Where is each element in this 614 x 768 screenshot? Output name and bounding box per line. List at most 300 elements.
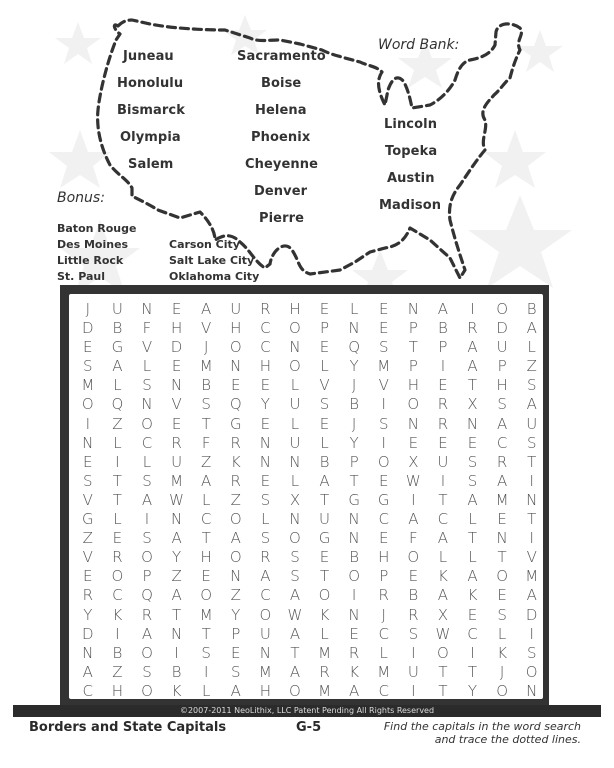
grid-cell[interactable]: I <box>115 624 120 643</box>
grid-cell[interactable]: N <box>289 510 301 529</box>
grid-cell[interactable]: U <box>319 510 331 529</box>
grid-cell[interactable]: Y <box>349 433 359 452</box>
grid-cell[interactable]: R <box>348 643 360 662</box>
grid-cell[interactable]: E <box>231 376 241 395</box>
grid-cell[interactable]: F <box>142 319 152 338</box>
grid-cell[interactable]: S <box>497 605 507 624</box>
grid-cell[interactable]: N <box>289 338 301 357</box>
grid-cell[interactable]: L <box>142 357 152 376</box>
grid-cell[interactable]: O <box>496 681 509 700</box>
grid-cell[interactable]: Z <box>230 586 241 605</box>
grid-cell[interactable]: M <box>318 681 332 700</box>
grid-cell[interactable]: V <box>319 376 330 395</box>
grid-cell[interactable]: A <box>526 395 537 414</box>
grid-cell[interactable]: A <box>82 662 93 681</box>
grid-cell[interactable]: S <box>142 529 152 548</box>
word-search-grid[interactable] <box>73 300 547 701</box>
grid-cell[interactable]: A <box>141 624 153 643</box>
grid-cell[interactable]: T <box>349 471 359 490</box>
grid-cell[interactable]: T <box>201 624 211 643</box>
grid-cell[interactable]: T <box>171 605 182 624</box>
grid-cell[interactable]: A <box>437 586 449 605</box>
grid-cell[interactable]: O <box>496 300 509 318</box>
grid-cell[interactable]: T <box>290 643 300 662</box>
grid-cell[interactable]: S <box>201 395 211 414</box>
grid-cell[interactable]: I <box>470 643 475 662</box>
grid-cell[interactable]: J <box>351 376 357 395</box>
grid-cell[interactable]: B <box>349 548 360 567</box>
grid-cell[interactable]: O <box>141 548 153 567</box>
grid-cell[interactable]: S <box>290 548 300 567</box>
grid-cell[interactable]: D <box>525 605 538 624</box>
grid-cell[interactable]: L <box>290 471 300 490</box>
grid-cell[interactable]: N <box>259 643 271 662</box>
grid-cell[interactable]: D <box>82 319 94 338</box>
grid-cell[interactable]: O <box>229 548 242 567</box>
grid-cell[interactable]: I <box>411 643 416 662</box>
grid-cell[interactable]: E <box>378 319 389 338</box>
grid-cell[interactable]: V <box>82 548 93 567</box>
grid-cell[interactable]: D <box>82 624 94 643</box>
grid-cell[interactable]: E <box>378 471 389 490</box>
grid-cell[interactable]: I <box>440 471 446 490</box>
grid-cell[interactable]: E <box>319 338 330 357</box>
grid-cell[interactable]: L <box>290 414 300 433</box>
grid-cell[interactable]: L <box>497 624 507 643</box>
grid-cell[interactable]: B <box>349 395 360 414</box>
grid-cell[interactable]: R <box>141 605 153 624</box>
grid-cell[interactable]: I <box>351 586 357 605</box>
grid-cell[interactable]: E <box>201 567 211 586</box>
grid-cell[interactable]: T <box>112 471 122 490</box>
grid-cell[interactable]: I <box>411 681 416 700</box>
grid-cell[interactable]: S <box>142 376 152 395</box>
grid-cell[interactable]: V <box>141 338 153 357</box>
grid-cell[interactable]: C <box>378 624 389 643</box>
grid-cell[interactable]: T <box>438 681 448 700</box>
grid-cell[interactable]: P <box>142 567 152 586</box>
grid-cell[interactable]: O <box>407 395 420 414</box>
grid-cell[interactable]: E <box>260 414 271 433</box>
grid-cell[interactable]: M <box>318 643 332 662</box>
grid-cell[interactable]: S <box>378 338 389 357</box>
grid-cell[interactable]: U <box>526 414 538 433</box>
grid-cell[interactable]: S <box>83 357 93 376</box>
grid-cell[interactable]: W <box>405 471 421 490</box>
grid-cell[interactable]: K <box>497 643 508 662</box>
grid-cell[interactable]: N <box>496 529 508 548</box>
grid-cell[interactable]: T <box>527 510 537 529</box>
grid-cell[interactable]: H <box>200 548 212 567</box>
grid-cell[interactable]: A <box>496 471 508 490</box>
grid-cell[interactable]: Z <box>526 357 537 376</box>
grid-cell[interactable]: S <box>526 433 537 452</box>
grid-cell[interactable]: T <box>438 490 448 509</box>
grid-cell[interactable]: L <box>468 510 477 529</box>
grid-cell[interactable]: B <box>526 300 537 318</box>
grid-cell[interactable]: T <box>467 529 478 548</box>
grid-cell[interactable]: A <box>467 338 478 357</box>
grid-cell[interactable]: O <box>289 681 301 700</box>
grid-cell[interactable]: N <box>170 510 183 529</box>
grid-cell[interactable]: G <box>377 490 390 509</box>
grid-cell[interactable]: E <box>171 357 182 376</box>
grid-cell[interactable]: Y <box>83 605 93 624</box>
grid-cell[interactable]: X <box>408 452 419 471</box>
grid-cell[interactable]: R <box>408 605 419 624</box>
grid-cell[interactable]: M <box>199 357 213 376</box>
grid-cell[interactable]: A <box>289 662 301 681</box>
grid-cell[interactable]: R <box>82 586 94 605</box>
grid-cell[interactable]: X <box>437 605 449 624</box>
grid-cell[interactable]: L <box>349 300 359 318</box>
grid-cell[interactable]: A <box>349 681 360 700</box>
grid-cell[interactable]: O <box>525 662 538 681</box>
grid-cell[interactable]: V <box>171 395 182 414</box>
grid-cell[interactable]: J <box>85 300 91 318</box>
grid-cell[interactable]: I <box>381 433 386 452</box>
grid-cell[interactable]: C <box>141 433 153 452</box>
grid-cell[interactable]: T <box>319 567 330 586</box>
grid-cell[interactable]: E <box>83 452 93 471</box>
grid-cell[interactable]: C <box>82 681 94 700</box>
grid-cell[interactable]: O <box>200 586 213 605</box>
grid-cell[interactable]: L <box>113 510 122 529</box>
grid-cell[interactable]: W <box>169 490 184 509</box>
grid-cell[interactable]: Z <box>230 490 241 509</box>
grid-cell[interactable]: M <box>377 357 391 376</box>
grid-cell[interactable]: S <box>83 471 93 490</box>
grid-cell[interactable]: H <box>378 548 390 567</box>
grid-cell[interactable]: T <box>467 376 478 395</box>
grid-cell[interactable]: C <box>467 624 478 643</box>
grid-cell[interactable]: O <box>348 567 361 586</box>
grid-cell[interactable]: I <box>529 471 534 490</box>
grid-cell[interactable]: C <box>378 681 389 700</box>
grid-cell[interactable]: A <box>171 529 182 548</box>
grid-cell[interactable]: I <box>85 414 91 433</box>
grid-cell[interactable]: N <box>348 605 360 624</box>
grid-cell[interactable]: J <box>351 414 357 433</box>
grid-cell[interactable]: B <box>112 643 123 662</box>
grid-cell[interactable]: A <box>467 490 478 509</box>
grid-cell[interactable]: S <box>526 643 537 662</box>
grid-cell[interactable]: C <box>496 433 508 452</box>
grid-cell[interactable]: L <box>320 624 329 643</box>
grid-cell[interactable]: M <box>199 605 213 624</box>
grid-cell[interactable]: H <box>289 300 301 318</box>
grid-cell[interactable]: M <box>81 376 95 395</box>
grid-cell[interactable]: B <box>438 319 448 338</box>
grid-cell[interactable]: E <box>378 300 389 318</box>
grid-cell[interactable]: K <box>438 567 448 586</box>
grid-cell[interactable]: C <box>200 510 212 529</box>
grid-cell[interactable]: P <box>379 567 389 586</box>
grid-cell[interactable]: S <box>497 395 507 414</box>
grid-cell[interactable]: C <box>260 319 271 338</box>
grid-cell[interactable]: K <box>230 452 241 471</box>
grid-cell[interactable]: O <box>111 567 124 586</box>
grid-cell[interactable]: R <box>437 395 449 414</box>
grid-cell[interactable]: C <box>260 586 271 605</box>
grid-cell[interactable]: M <box>258 662 272 681</box>
grid-cell[interactable]: N <box>141 395 153 414</box>
grid-cell[interactable]: E <box>467 433 478 452</box>
grid-cell[interactable]: E <box>438 433 448 452</box>
grid-cell[interactable]: I <box>174 643 179 662</box>
grid-cell[interactable]: O <box>229 510 242 529</box>
grid-cell[interactable]: S <box>142 662 152 681</box>
grid-cell[interactable]: K <box>467 586 478 605</box>
grid-cell[interactable]: X <box>289 490 301 509</box>
grid-cell[interactable]: N <box>82 433 94 452</box>
grid-cell[interactable]: P <box>438 338 448 357</box>
grid-cell[interactable]: E <box>171 300 182 318</box>
grid-cell[interactable]: W <box>287 605 303 624</box>
grid-cell[interactable]: I <box>144 510 150 529</box>
grid-cell[interactable]: E <box>319 300 330 318</box>
grid-cell[interactable]: U <box>496 338 508 357</box>
grid-cell[interactable]: R <box>260 548 271 567</box>
grid-cell[interactable]: O <box>437 643 449 662</box>
grid-cell[interactable]: T <box>438 662 448 681</box>
grid-cell[interactable]: T <box>201 414 211 433</box>
grid-cell[interactable]: U <box>111 300 123 318</box>
grid-cell[interactable]: N <box>230 567 242 586</box>
grid-cell[interactable]: E <box>231 643 241 662</box>
grid-cell[interactable]: H <box>111 681 124 700</box>
grid-cell[interactable]: V <box>378 376 389 395</box>
grid-cell[interactable]: M <box>525 567 539 586</box>
grid-cell[interactable]: T <box>319 490 330 509</box>
grid-cell[interactable]: P <box>497 357 507 376</box>
grid-cell[interactable]: I <box>529 529 534 548</box>
grid-cell[interactable]: L <box>201 490 211 509</box>
grid-cell[interactable]: G <box>111 338 124 357</box>
grid-cell[interactable]: H <box>496 376 508 395</box>
grid-cell[interactable]: Q <box>348 338 361 357</box>
grid-cell[interactable]: I <box>115 452 120 471</box>
grid-cell[interactable]: S <box>319 395 330 414</box>
grid-cell[interactable]: H <box>230 319 242 338</box>
grid-cell[interactable]: A <box>112 357 123 376</box>
grid-cell[interactable]: B <box>408 586 419 605</box>
grid-cell[interactable]: Y <box>231 605 241 624</box>
grid-cell[interactable]: G <box>348 490 360 509</box>
grid-cell[interactable]: D <box>170 338 183 357</box>
grid-cell[interactable]: H <box>170 319 183 338</box>
grid-cell[interactable]: Y <box>349 357 359 376</box>
grid-cell[interactable]: N <box>526 490 538 509</box>
grid-cell[interactable]: A <box>408 510 419 529</box>
grid-cell[interactable]: J <box>203 338 209 357</box>
grid-cell[interactable]: P <box>349 452 359 471</box>
grid-cell[interactable]: T <box>497 548 507 567</box>
grid-cell[interactable]: Q <box>229 395 242 414</box>
grid-cell[interactable]: G <box>81 510 94 529</box>
grid-cell[interactable]: H <box>259 681 271 700</box>
grid-cell[interactable]: T <box>467 662 478 681</box>
grid-cell[interactable]: A <box>437 300 449 318</box>
grid-cell[interactable]: K <box>349 662 360 681</box>
grid-cell[interactable]: E <box>171 414 182 433</box>
grid-cell[interactable]: Z <box>201 452 212 471</box>
grid-cell[interactable]: Z <box>171 567 182 586</box>
grid-cell[interactable]: K <box>171 681 182 700</box>
grid-cell[interactable]: E <box>319 414 330 433</box>
grid-cell[interactable]: R <box>378 586 389 605</box>
grid-cell[interactable]: M <box>495 490 509 509</box>
grid-cell[interactable]: A <box>526 319 537 338</box>
grid-cell[interactable]: Y <box>467 681 478 700</box>
grid-cell[interactable]: L <box>142 452 152 471</box>
grid-cell[interactable]: S <box>526 376 537 395</box>
grid-cell[interactable]: A <box>260 567 271 586</box>
grid-cell[interactable]: S <box>408 624 419 643</box>
grid-cell[interactable]: N <box>466 414 479 433</box>
grid-cell[interactable]: O <box>141 643 153 662</box>
grid-cell[interactable]: X <box>467 395 478 414</box>
grid-cell[interactable]: K <box>112 605 123 624</box>
grid-cell[interactable]: R <box>496 452 508 471</box>
grid-cell[interactable]: V <box>201 319 212 338</box>
grid-cell[interactable]: I <box>381 395 386 414</box>
grid-cell[interactable]: A <box>201 471 212 490</box>
grid-cell[interactable]: V <box>526 548 537 567</box>
grid-cell[interactable]: O <box>289 529 301 548</box>
grid-cell[interactable]: I <box>411 490 416 509</box>
grid-cell[interactable]: W <box>435 624 451 643</box>
grid-cell[interactable]: N <box>141 300 153 318</box>
grid-cell[interactable]: A <box>289 624 301 643</box>
grid-cell[interactable]: B <box>201 376 212 395</box>
grid-cell[interactable]: G <box>318 529 331 548</box>
grid-cell[interactable]: L <box>468 548 477 567</box>
grid-cell[interactable]: D <box>496 319 508 338</box>
grid-cell[interactable]: R <box>230 471 241 490</box>
grid-cell[interactable]: M <box>377 662 391 681</box>
grid-cell[interactable]: O <box>229 338 242 357</box>
grid-cell[interactable]: R <box>230 433 241 452</box>
grid-cell[interactable]: S <box>260 490 271 509</box>
grid-cell[interactable]: Y <box>260 395 270 414</box>
grid-cell[interactable]: B <box>319 452 330 471</box>
grid-cell[interactable]: N <box>170 624 183 643</box>
grid-cell[interactable]: A <box>201 300 212 318</box>
grid-cell[interactable]: S <box>142 471 152 490</box>
grid-cell[interactable]: I <box>470 300 475 318</box>
grid-cell[interactable]: I <box>203 662 209 681</box>
grid-cell[interactable]: U <box>259 624 271 643</box>
grid-cell[interactable]: A <box>467 357 478 376</box>
grid-cell[interactable]: O <box>407 548 420 567</box>
grid-cell[interactable]: L <box>261 510 270 529</box>
grid-cell[interactable]: E <box>497 586 507 605</box>
grid-cell[interactable]: K <box>319 605 330 624</box>
grid-cell[interactable]: E <box>112 529 123 548</box>
grid-cell[interactable]: S <box>201 643 211 662</box>
grid-cell[interactable]: S <box>290 567 300 586</box>
grid-cell[interactable]: I <box>440 357 446 376</box>
grid-cell[interactable]: E <box>83 338 93 357</box>
grid-cell[interactable]: C <box>112 586 123 605</box>
grid-cell[interactable]: O <box>81 395 94 414</box>
grid-cell[interactable]: P <box>320 319 330 338</box>
grid-cell[interactable]: L <box>379 643 388 662</box>
grid-cell[interactable]: O <box>289 319 301 338</box>
grid-cell[interactable]: E <box>408 433 419 452</box>
grid-cell[interactable]: O <box>141 681 153 700</box>
grid-cell[interactable]: E <box>467 605 478 624</box>
grid-cell[interactable]: E <box>349 624 359 643</box>
grid-cell[interactable]: A <box>230 681 241 700</box>
grid-cell[interactable]: G <box>229 414 242 433</box>
grid-cell[interactable]: O <box>259 605 272 624</box>
grid-cell[interactable]: A <box>526 586 537 605</box>
grid-cell[interactable]: U <box>230 300 242 318</box>
grid-cell[interactable]: N <box>259 452 271 471</box>
grid-cell[interactable]: S <box>467 471 478 490</box>
grid-cell[interactable]: Z <box>112 662 123 681</box>
grid-cell[interactable]: Q <box>141 586 153 605</box>
grid-cell[interactable]: A <box>171 586 182 605</box>
grid-cell[interactable]: L <box>113 376 122 395</box>
grid-cell[interactable]: Z <box>112 414 123 433</box>
grid-cell[interactable]: P <box>408 357 418 376</box>
grid-cell[interactable]: C <box>378 510 389 529</box>
grid-cell[interactable]: J <box>381 605 386 624</box>
grid-cell[interactable]: L <box>527 338 536 357</box>
grid-cell[interactable]: U <box>437 452 449 471</box>
grid-cell[interactable]: R <box>467 319 478 338</box>
grid-cell[interactable]: R <box>437 414 449 433</box>
grid-cell[interactable]: R <box>319 662 330 681</box>
grid-cell[interactable]: L <box>438 548 448 567</box>
grid-cell[interactable]: N <box>348 510 360 529</box>
grid-cell[interactable]: O <box>318 586 331 605</box>
grid-cell[interactable]: L <box>290 376 300 395</box>
grid-cell[interactable]: V <box>82 490 93 509</box>
grid-cell[interactable]: A <box>141 490 153 509</box>
grid-cell[interactable]: H <box>259 357 271 376</box>
grid-cell[interactable]: Z <box>82 529 93 548</box>
grid-cell[interactable]: N <box>82 643 94 662</box>
grid-cell[interactable]: U <box>289 433 301 452</box>
grid-cell[interactable]: E <box>83 567 93 586</box>
grid-cell[interactable]: A <box>437 529 449 548</box>
grid-cell[interactable]: F <box>409 529 418 548</box>
grid-cell[interactable]: B <box>112 319 123 338</box>
grid-cell[interactable]: L <box>320 357 329 376</box>
grid-cell[interactable]: A <box>230 529 241 548</box>
grid-cell[interactable]: I <box>529 624 534 643</box>
grid-cell[interactable]: E <box>497 510 507 529</box>
grid-cell[interactable]: N <box>348 319 360 338</box>
grid-cell[interactable]: C <box>437 510 449 529</box>
grid-cell[interactable]: E <box>408 567 419 586</box>
grid-cell[interactable]: N <box>289 452 301 471</box>
grid-cell[interactable]: T <box>112 490 122 509</box>
grid-cell[interactable]: A <box>289 586 301 605</box>
grid-cell[interactable]: T <box>527 452 537 471</box>
grid-cell[interactable]: E <box>319 548 330 567</box>
grid-cell[interactable]: A <box>319 471 330 490</box>
grid-cell[interactable]: E <box>378 529 389 548</box>
grid-cell[interactable]: T <box>408 338 418 357</box>
grid-cell[interactable]: S <box>467 452 478 471</box>
grid-cell[interactable]: R <box>171 433 182 452</box>
grid-cell[interactable]: R <box>260 300 271 318</box>
